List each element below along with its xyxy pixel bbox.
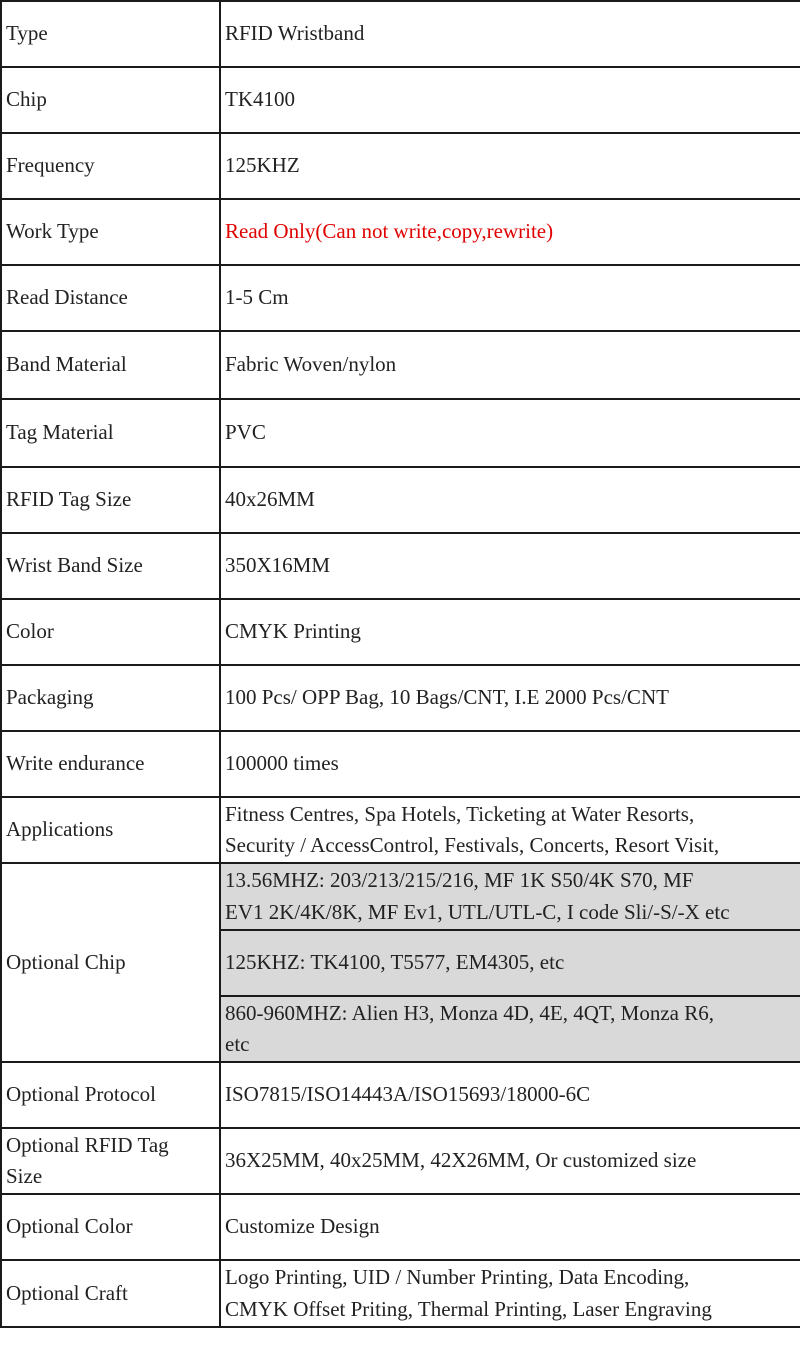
row-value: 100 Pcs/ OPP Bag, 10 Bags/CNT, I.E 2000 Pcs/CNT — [220, 665, 800, 731]
option-cell — [220, 930, 800, 996]
table-row — [1, 863, 800, 930]
table-row — [1, 599, 800, 665]
table-row — [1, 1062, 800, 1128]
table-row — [1, 731, 800, 797]
row-value: Customize Design — [220, 1194, 800, 1260]
row-label: Band Material — [1, 331, 220, 399]
table-row — [1, 1194, 800, 1260]
table-row — [1, 1, 800, 67]
value-line: Security / AccessControl, Festivals, Concerts, Resort Visit, — [225, 833, 720, 857]
table-row — [1, 67, 800, 133]
table-row — [1, 133, 800, 199]
row-label: Optional Color — [1, 1194, 220, 1260]
row-value: 100000 times — [220, 731, 800, 797]
row-label: Optional Craft — [1, 1260, 220, 1327]
table-row — [1, 533, 800, 599]
option-line: 125KHZ: TK4100, T5577, EM4305, etc — [225, 950, 565, 975]
label-line: Size — [6, 1164, 43, 1188]
table-row — [1, 1128, 800, 1194]
row-value: ISO7815/ISO14443A/ISO15693/18000-6C — [220, 1062, 800, 1128]
row-label: Optional Protocol — [1, 1062, 220, 1128]
row-value: 40x26MM — [220, 467, 800, 533]
row-label: Write endurance — [1, 731, 220, 797]
table-row — [1, 665, 800, 731]
row-value: RFID Wristband — [220, 1, 800, 67]
row-value — [220, 797, 800, 863]
row-label — [1, 1128, 220, 1194]
row-label: Applications — [1, 797, 220, 863]
row-value: PVC — [220, 399, 800, 467]
label-line: Optional RFID Tag — [6, 1132, 169, 1157]
row-value-highlight: Read Only(Can not write,copy,rewrite) — [220, 199, 800, 265]
row-label: Chip — [1, 67, 220, 133]
table-row — [1, 199, 800, 265]
row-label: Read Distance — [1, 265, 220, 331]
option-line: 13.56MHZ: 203/213/215/216, MF 1K S50/4K S70, MF — [225, 868, 694, 892]
table-row — [1, 399, 800, 467]
row-label: Type — [1, 1, 220, 67]
row-label: Wrist Band Size — [1, 533, 220, 599]
row-value: CMYK Printing — [220, 599, 800, 665]
row-label: RFID Tag Size — [1, 467, 220, 533]
row-value — [220, 1260, 800, 1327]
row-value: 125KHZ — [220, 133, 800, 199]
row-value: Fabric Woven/nylon — [220, 331, 800, 399]
value-line: CMYK Offset Priting, Thermal Printing, Laser Engraving — [225, 1296, 712, 1321]
row-value: 1-5 Cm — [220, 265, 800, 331]
table-row — [1, 1260, 800, 1327]
table-row — [1, 331, 800, 399]
option-line: etc — [225, 1032, 250, 1056]
row-label: Frequency — [1, 133, 220, 199]
row-label: Optional Chip — [1, 863, 220, 1062]
value-line: Fitness Centres, Spa Hotels, Ticketing at Water Resorts, — [225, 801, 695, 826]
table-row — [1, 265, 800, 331]
table-row — [1, 467, 800, 533]
row-label: Color — [1, 599, 220, 665]
row-value: 36X25MM, 40x25MM, 42X26MM, Or customized size — [220, 1128, 800, 1194]
row-label: Tag Material — [1, 399, 220, 467]
row-value: 350X16MM — [220, 533, 800, 599]
value-line: Logo Printing, UID / Number Printing, Data Encoding, — [225, 1265, 690, 1289]
option-line: EV1 2K/4K/8K, MF Ev1, UTL/UTL-C, I code Sli/-S/-X etc — [225, 899, 730, 924]
row-label: Packaging — [1, 665, 220, 731]
option-line: 860-960MHZ: Alien H3, Monza 4D, 4E, 4QT, Monza R6, — [225, 1000, 714, 1025]
table-row — [1, 797, 800, 863]
row-value: TK4100 — [220, 67, 800, 133]
option-cell — [220, 996, 800, 1062]
option-cell — [220, 863, 800, 930]
row-label: Work Type — [1, 199, 220, 265]
